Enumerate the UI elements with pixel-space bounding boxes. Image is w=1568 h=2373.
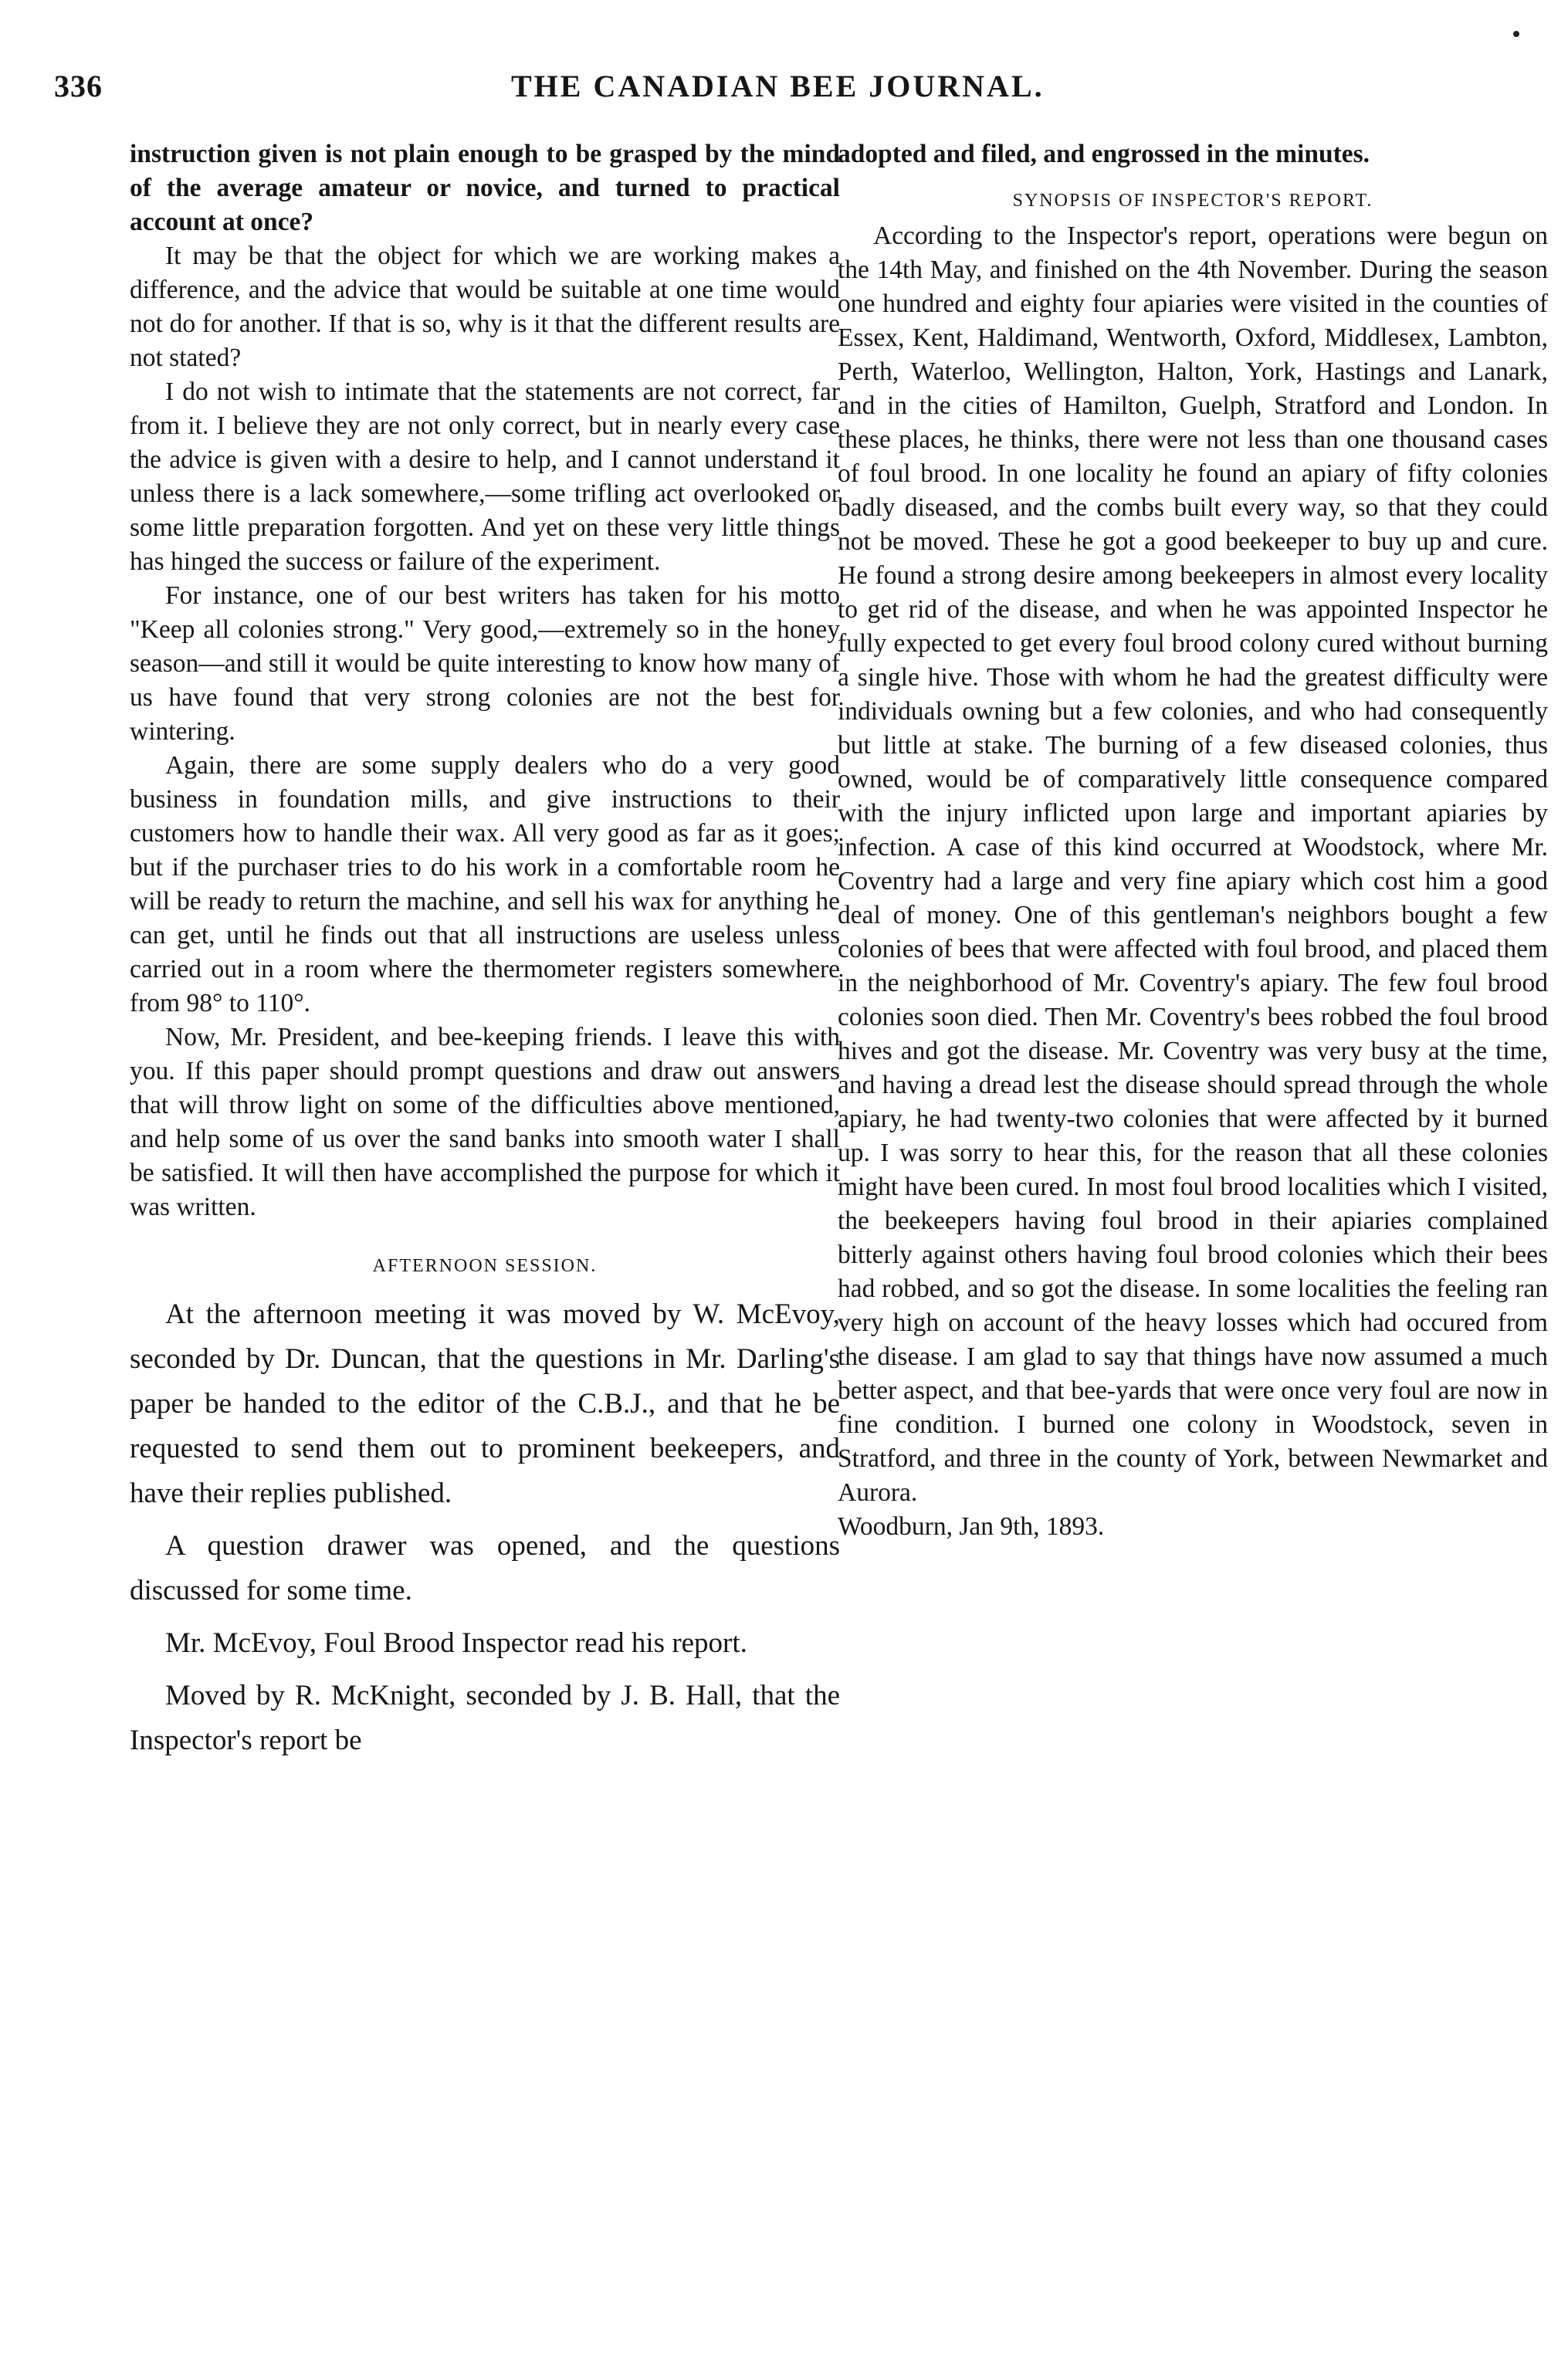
left-paragraph-7: At the afternoon meeting it was moved by W. McEvoy, seconded by Dr. Duncan, that the questions in Mr. Darling's paper be handed to the editor of the C.B.J., and that he be requested to send them out to prominent beekeepers, and have their replies published.: [130, 1298, 840, 1509]
page-number: 336: [54, 69, 103, 103]
running-title: THE CANADIAN BEE JOURNAL.: [511, 69, 1045, 103]
left-paragraph-6: Now, Mr. President, and bee-keeping friends. I leave this with you. If this paper should prompt questions and draw out answers that will throw light on some of the difficulties above mentioned, and help some of us over the sand banks into smooth water I shall be satisfied. It will then have accomplished the purpose for which it was written.: [130, 1023, 840, 1221]
left-paragraph-10: Moved by R. McKnight, seconded by J. B. Hall, that the Inspector's report be: [130, 1680, 840, 1756]
left-paragraph-1: instruction given is not plain enough to be grasped by the mind of the average amateur or novice, and turned to practical account at once?: [130, 140, 840, 236]
signature-line: Woodburn, Jan 9th, 1893.: [838, 1512, 1105, 1541]
print-speck: [1513, 31, 1519, 37]
left-paragraph-5: Again, there are some supply dealers who do a very good business in foundation mills, and give instructions to their customers how to handle their wax. All very good as far as it goes; but if the purchaser tries to do his work in a comfortable room he will be ready to return the machine, and sell his wax for anything he can get, until he finds out that all instructions are useless unless carried out in a room where the thermometer registers somewhere from 98° to 110°.: [130, 751, 840, 1017]
left-paragraph-3: I do not wish to intimate that the statements are not correct, far from it. I believe they are not only correct, but in nearly every case the advice is given with a desire to help, and I cannot understand it unless there is a lack somewhere,—some trifling act overlooked or some little preparation forgotten. And yet on these very little things has hinged the success or failure of the experiment.: [130, 377, 840, 576]
page-header: [54, 68, 1567, 114]
right-paragraph-1: adopted and filed, and engrossed in the minutes.: [838, 140, 1370, 168]
right-paragraph-2: According to the Inspector's report, operations were begun on the 14th May, and finished on the 4th November. During the season one hundred and eighty four apiaries were visited in the counties of Essex, Kent, Haldimand, Wentworth, Oxford, Middlesex, Lambton, Perth, Waterloo, Wellington, Halton, York, Hastings and Lanark, and in the cities of Hamilton, Guelph, Stratford and London. In these places, he thinks, there were not less than one thousand cases of foul brood. In one locality he found an apiary of fifty colonies badly diseased, and the combs built every way, so that they could not be moved. These he got a good beekeeper to buy up and cure. He found a strong desire among beekeepers in almost every locality to get rid of the disease, and when he was appointed Inspector he fully expected to get every foul brood colony cured without burning a single hive. Those with whom he had the greatest difficulty were individuals owning but a few colonies, and who had consequently but little at stake. The burning of a few diseased colonies, thus owned, would be of comparatively little consequence compared with the injury inflicted upon large and important apiaries by infection. A case of this kind occurred at Woodstock, where Mr. Coventry had a large and very fine apiary which cost him a good deal of money. One of this gentleman's neighbors bought a few colonies of bees that were affected with foul brood, and placed them in the neighborhood of Mr. Coventry's apiary. The few foul brood colonies soon died. Then Mr. Coventry's bees robbed the foul brood hives and got the disease. Mr. Coventry was very busy at the time, and having a dread lest the disease should spread through the whole apiary, he had twenty-two colonies that were affected by it burned up. I was sorry to hear this, for the reason that all these colonies might have been cured. In most foul brood localities which I visited, the beekeepers having foul brood in their apiaries complained bitterly against others having foul brood colonies which their bees had robbed, and so got the disease. In some localities the feeling ran very high on account of the heavy losses which had occured from the disease. I am glad to say that things have now assumed a much better aspect, and that bee-yards that were once very foul are now in fine condition. I burned one colony in Woodstock, seven in Stratford, and three in the county of York, between Newmarket and Aurora.: [838, 222, 1548, 1507]
left-column: [130, 137, 840, 1763]
left-paragraph-9: Mr. McEvoy, Foul Brood Inspector read his report.: [165, 1627, 747, 1659]
right-column: [838, 137, 1548, 1544]
left-paragraph-4: For instance, one of our best writers has taken for his motto "Keep all colonies strong." Very good,—extremely so in the honey season—and still it would be quite interesting to know how many of us have found that very strong colonies are not the best for wintering.: [130, 581, 840, 746]
left-paragraph-8: A question drawer was opened, and the questions discussed for some time.: [130, 1530, 840, 1606]
left-paragraph-2: It may be that the object for which we are working makes a difference, and the advice that would be suitable at one time would not do for another. If that is so, why is it that the different results are not stated?: [130, 242, 840, 372]
synopsis-heading: SYNOPSIS OF INSPECTOR'S REPORT.: [1012, 191, 1373, 211]
afternoon-session-heading: AFTERNOON SESSION.: [372, 1256, 598, 1276]
